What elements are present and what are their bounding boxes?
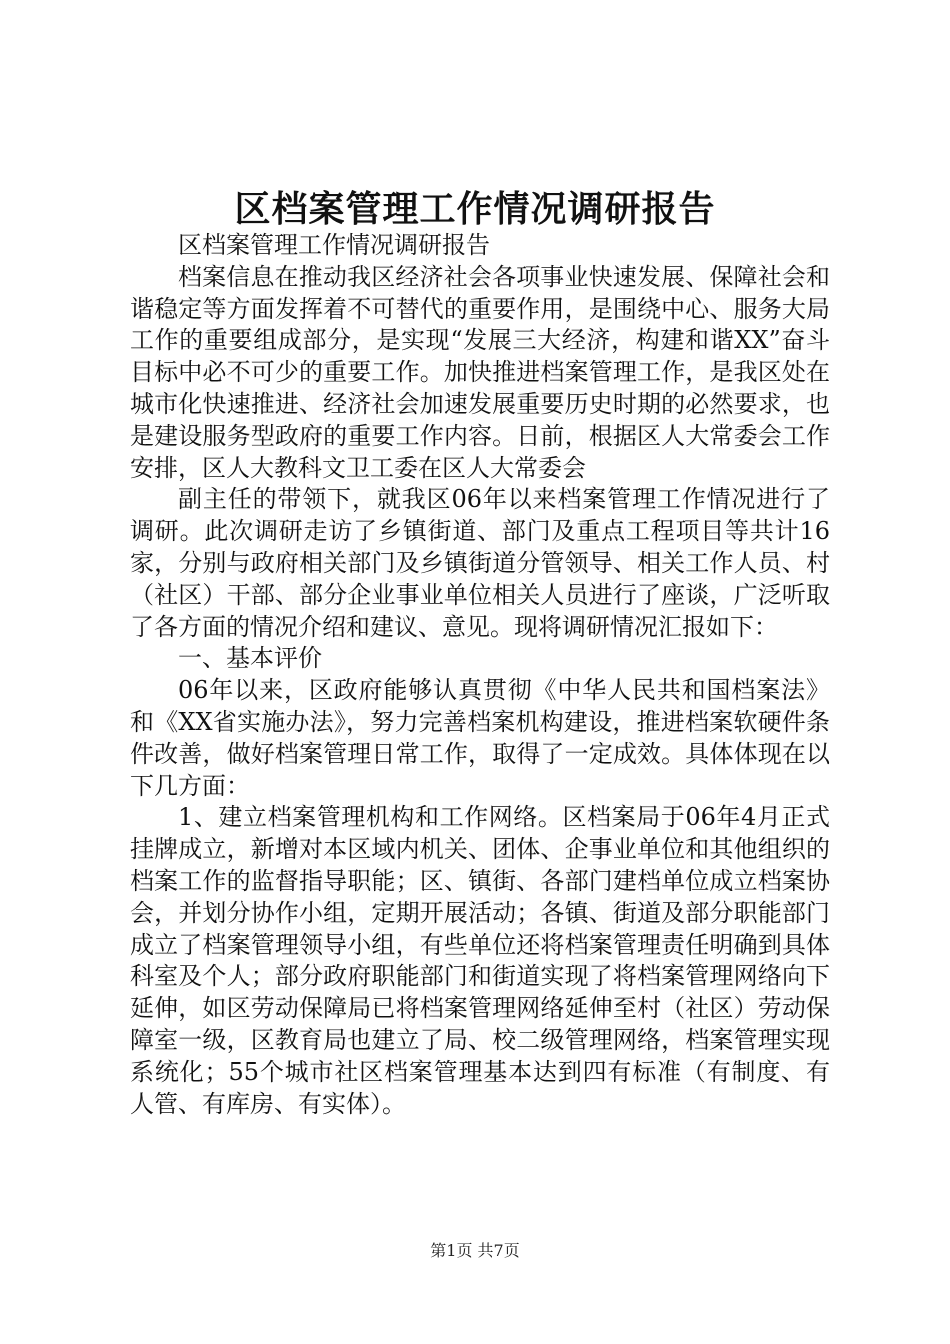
- body-paragraph-subtitle: 区档案管理工作情况调研报告: [178, 231, 490, 259]
- page-number-footer: 第1页 共7页: [430, 1241, 520, 1260]
- section-heading-basic-evaluation: 一、基本评价: [178, 644, 322, 673]
- body-paragraph-survey: 副主任的带领下，就我区06年以来档案管理工作情况进行了调研。此次调研走访了乡镇街道、部门及重点工程项目等共计16家，分别与政府相关部门及乡镇街道分管领导、相关工作人员、村（社区）干部、部分企业事业单位相关人员进行了座谈，广泛听取了各方面的情况介绍和建议、意见。现将调研情况汇报如下：: [130, 485, 830, 641]
- body-paragraph-item-1: 1、建立档案管理机构和工作网络。区档案局于06年4月正式挂牌成立，新增对本区域内机关、团体、企事业单位和其他组织的档案工作的监督指导职能；区、镇街、各部门建档单位成立档案协会，并划分协作小组，定期开展活动；各镇、街道及部分职能部门成立了档案管理领导小组，有些单位还将档案管理责任明确到具体科室及个人；部分政府职能部门和街道实现了将档案管理网络向下延伸，如区劳动保障局已将档案管理网络延伸至村（社区）劳动保障室一级，区教育局也建立了局、校二级管理网络，档案管理实现系统化；55个城市社区档案管理基本达到四有标准（有制度、有人管、有库房、有实体）。: [130, 803, 830, 1118]
- document-title: 区档案管理工作情况调研报告: [234, 188, 716, 230]
- body-paragraph-intro: 档案信息在推动我区经济社会各项事业快速发展、保障社会和谐稳定等方面发挥着不可替代的重要作用，是围绕中心、服务大局工作的重要组成部分，是实现“发展三大经济，构建和谐XX”奋斗目标中必不可少的重要工作。加快推进档案管理工作，是我区处在城市化快速推进、经济社会加速发展重要历史时期的必然要求，也是建设服务型政府的重要工作内容。日前，根据区人大常委会工作安排，区人大教科文卫工委在区人大常委会: [130, 262, 830, 482]
- body-paragraph-evaluation: 06年以来，区政府能够认真贯彻《中华人民共和国档案法》和《XX省实施办法》，努力完善档案机构建设，推进档案软硬件条件改善，做好档案管理日常工作，取得了一定成效。具体体现在以下几方面：: [130, 676, 830, 800]
- document-body: [130, 230, 830, 1120]
